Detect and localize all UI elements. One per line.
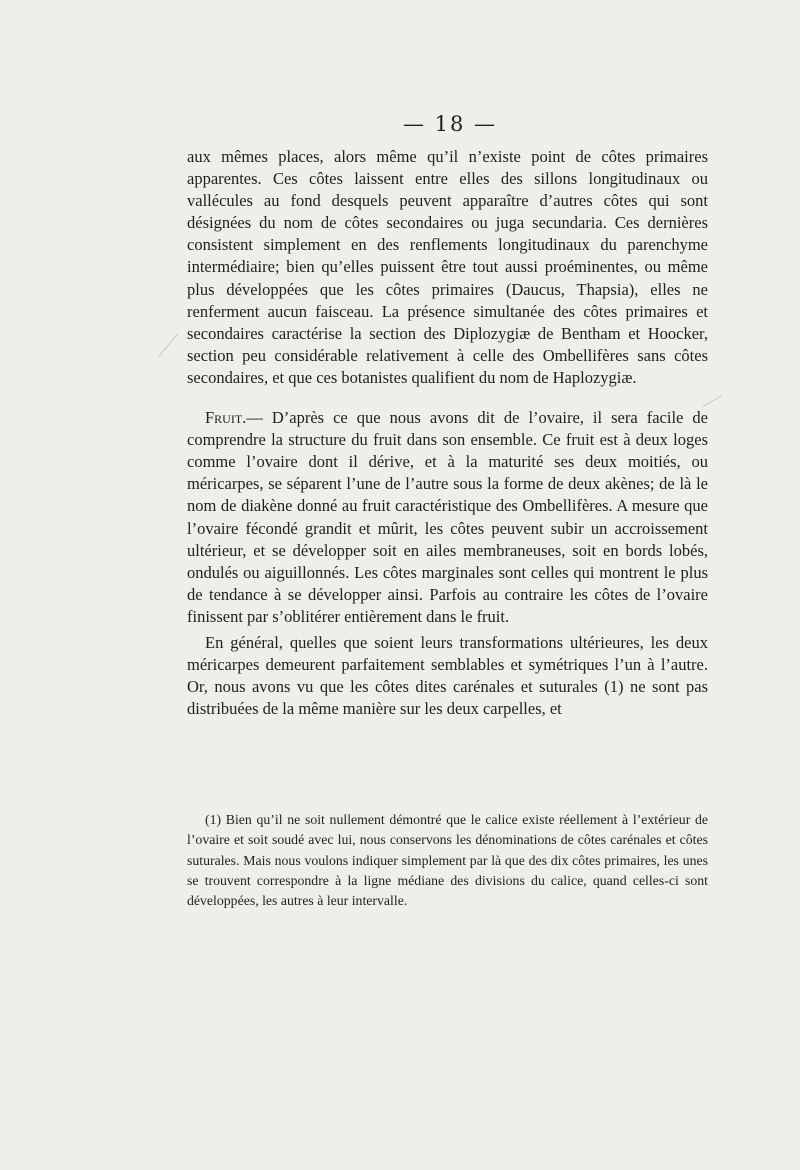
paragraph-2-text: — D’après ce que nous avons dit de l’ovaire, il sera facile de comprendre la structure du fruit dans son ensemble. Ce fruit est à deux loges comme l’ovaire dont il dérive, et à la maturité ses deux moitiés, ou méricarpes, se séparent l’une de l’autre sous la forme de deux akènes; de là le nom de diakène donné au fruit caractéristique des Ombellifères. A mesure que l’ovaire fécondé grandit et mûrit, les côtes peuvent subir un accroissement ultérieur, et se développer soit en ailes membraneuses, soit en bords lobés, ondulés ou aiguillonnés. Les côtes marginales sont celles qui montrent le plus de tendance à se développer ainsi. Parfois au contraire les côtes de l’ovaire finissent par s’oblitérer entièrement dans le fruit. <box>187 408 708 626</box>
footnote-block <box>187 810 708 911</box>
paragraph-1 <box>187 146 708 389</box>
paragraph-1-text: aux mêmes places, alors même qu’il n’existe point de côtes primaires apparentes. Ces côtes laissent entre elles des sillons longitudinaux ou vallécules au fond desquels peuvent apparaître d’autres côtes qui sont désignées du nom de côtes secondaires ou juga secundaria. Ces dernières consistent simplement en des renflements longitudinaux du parenchyme intermédiaire; bien qu’elles puissent être tout aussi proéminentes, ou même plus développées que les côtes primaires (Daucus, Thapsia), elles ne renferment aucun faisceau. La présence simultanée des côtes primaires et secondaires caractérise la section des Diplozygiæ de Bentham et Hoocker, section peu considérable relativement à celle des Ombellifères sans côtes secondaires, et que ces botanistes qualifient du nom de Haplozygiæ. <box>187 147 708 387</box>
paragraph-3 <box>187 632 708 720</box>
body-text <box>187 146 708 720</box>
paragraph-2-heading: Fruit. <box>205 408 247 428</box>
paragraph-3-text: En général, quelles que soient leurs transformations ultérieures, les deux méricarpes demeurent parfaitement semblables et symétriques l’un à l’autre. Or, nous avons vu que les côtes dites carénales et suturales (1) ne sont pas distribuées de la même manière sur les deux carpelles, et <box>187 632 708 719</box>
footnote-1: (1) Bien qu’il ne soit nullement démontré que le calice existe réellement à l’extérieur de l’ovaire et soit soudé avec lui, nous conservons les dénominations de côtes carénales et côtes suturales. Mais nous voulons indiquer simplement par là que des dix côtes primaires, les unes se trouvent correspondre à la ligne médiane des divisions du calice, quand celles-ci sont développées, les autres à leur intervalle. <box>187 812 708 909</box>
paragraph-2 <box>187 407 708 628</box>
page-number: — 18 — <box>402 112 498 136</box>
pencil-mark <box>158 333 178 357</box>
